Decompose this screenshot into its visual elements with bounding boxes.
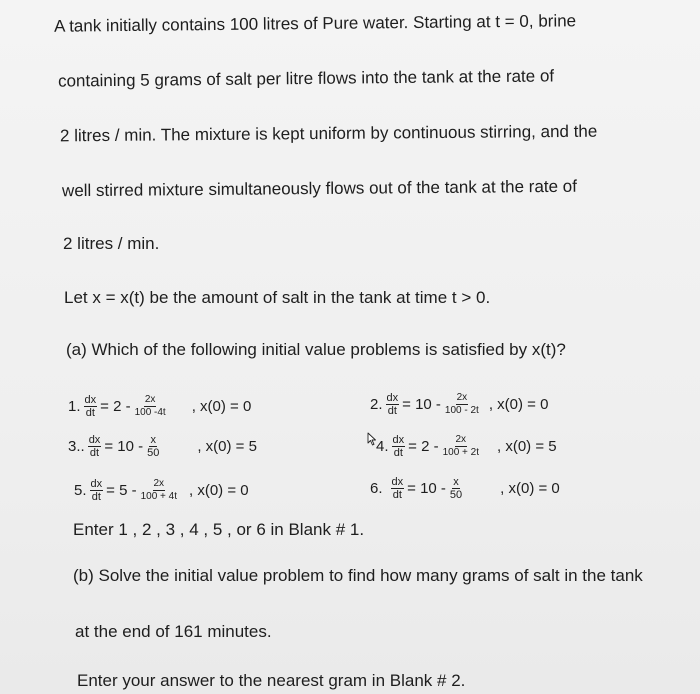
initial-condition: , x(0) = 0	[500, 479, 560, 497]
frac-den: dt	[393, 447, 403, 459]
equation-rhs: = 10 -	[407, 479, 446, 497]
frac-den: 50	[147, 447, 160, 459]
part-b-question-cont: at the end of 161 minutes.	[75, 622, 272, 641]
problem-line-5: 2 litres / min.	[63, 234, 160, 253]
frac-den: dt	[85, 407, 95, 419]
rate-fraction	[134, 394, 167, 419]
derivative-fraction	[88, 434, 102, 459]
frac-num: 2x	[153, 478, 165, 489]
derivative-fraction	[386, 392, 400, 417]
derivative-fraction	[391, 476, 405, 501]
problem-line-2: containing 5 grams of salt per litre flows into the tank at the rate of	[57, 66, 555, 91]
derivative-fraction	[90, 478, 104, 503]
frac-num: 2x	[144, 394, 156, 405]
rate-fraction	[442, 434, 480, 459]
blank-1-instruction: Enter 1 , 2 , 3 , 4 , 5 , or 6 in Blank # 1.	[73, 520, 365, 539]
frac-num: dx	[392, 434, 405, 446]
derivative-fraction	[392, 434, 406, 459]
equation-rhs: = 2 -	[408, 437, 439, 455]
problem-line-4: well stirred mixture simultaneously flows out of the tank at the rate of	[61, 176, 578, 201]
frac-den: dt	[91, 491, 101, 503]
option-number: 4.	[376, 437, 389, 455]
problem-line-1: A tank initially contains 100 litres of Pure water. Starting at t = 0, brine	[53, 11, 577, 36]
problem-line-3: 2 litres / min. The mixture is kept uniform by continuous stirring, and the	[59, 121, 598, 146]
blank-2-instruction: Enter your answer to the nearest gram in Blank # 2.	[77, 671, 466, 690]
frac-den: dt	[387, 405, 397, 417]
equation-rhs: = 10 -	[402, 395, 441, 413]
frac-den: 100 + 2t	[442, 447, 479, 458]
rate-fraction	[140, 478, 178, 503]
option-number: 2.	[370, 395, 383, 413]
part-a-question: (a) Which of the following initial value problems is satisfied by x(t)?	[66, 340, 566, 359]
option-3	[68, 434, 257, 459]
frac-den: dt	[89, 447, 100, 459]
part-b-question: (b) Solve the initial value problem to find how many grams of salt in the tank	[73, 566, 643, 585]
initial-condition: , x(0) = 5	[497, 437, 557, 455]
initial-condition: , x(0) = 0	[189, 481, 249, 499]
mouse-pointer-icon	[367, 432, 377, 446]
equation-rhs: = 10 -	[104, 437, 144, 455]
frac-num: x	[453, 476, 459, 488]
frac-den: 100 + 4t	[140, 491, 177, 502]
frac-num: x	[150, 434, 156, 446]
option-4	[376, 434, 557, 459]
option-2	[370, 392, 548, 417]
problem-line-6: Let x = x(t) be the amount of salt in the tank at time t > 0.	[64, 288, 491, 307]
frac-num: dx	[90, 478, 103, 490]
frac-num: dx	[84, 394, 97, 406]
rate-fraction	[449, 476, 463, 501]
frac-num: dx	[88, 434, 101, 446]
frac-num: dx	[391, 476, 404, 488]
option-number: 6.	[370, 479, 383, 497]
frac-den: dt	[392, 489, 402, 501]
initial-condition: , x(0) = 0	[488, 395, 549, 413]
derivative-fraction	[84, 394, 98, 419]
option-6	[370, 476, 560, 501]
frac-num: 2x	[455, 434, 467, 445]
initial-condition: , x(0) = 5	[197, 437, 257, 455]
equation-rhs: = 5 -	[106, 481, 137, 499]
rate-fraction	[146, 434, 160, 459]
frac-den: 50	[449, 489, 463, 501]
option-number: 1.	[68, 397, 81, 415]
option-number: 3..	[68, 437, 85, 455]
frac-num: 2x	[456, 392, 468, 403]
frac-den: 100 - 2t	[444, 405, 479, 416]
frac-num: dx	[386, 392, 399, 404]
rate-fraction	[444, 392, 480, 417]
initial-condition: , x(0) = 0	[191, 397, 252, 415]
option-5	[74, 478, 249, 503]
frac-den: 100 -4t	[134, 407, 166, 418]
option-1	[68, 394, 251, 419]
equation-rhs: = 2 -	[100, 397, 131, 415]
option-number: 5.	[74, 481, 87, 499]
